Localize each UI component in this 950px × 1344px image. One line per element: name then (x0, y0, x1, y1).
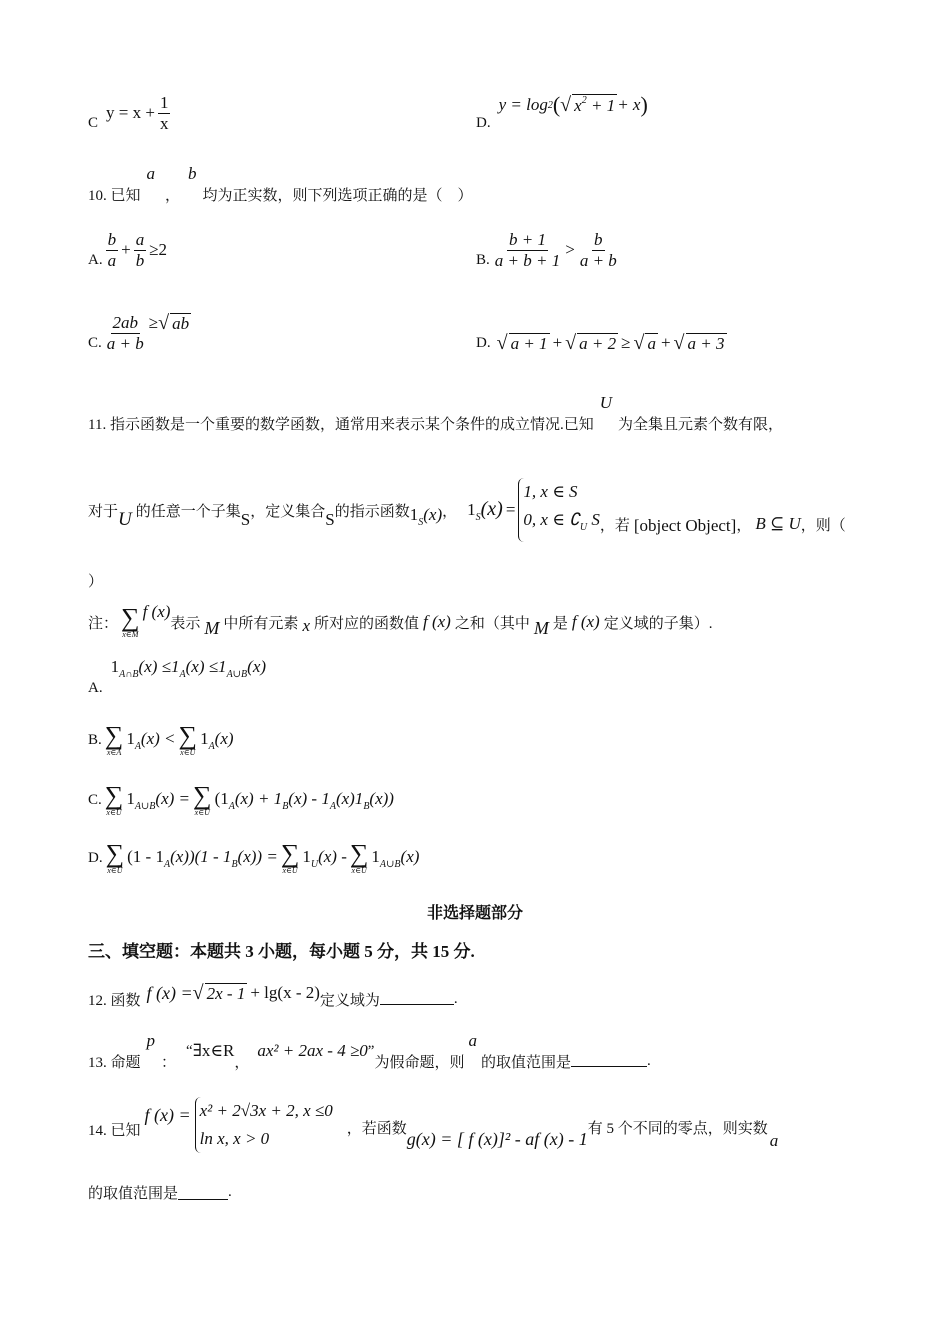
section-title: 非选择题部分 (426, 905, 523, 922)
q12: 12. 函数 f (x) = √ 2x - 1 + lg(x - 2) 定义域为 . (88, 981, 458, 1009)
q11-option-b: B. ∑ x∈A $1_A(x)$ < ∑ x∈U $1_A(x)$ (88, 720, 234, 757)
q10-option-b: B. $\frac{b + 1}{a + b + 1}$ > $\frac{b}{a + b}$ (476, 229, 617, 270)
q14: 14. 已知 f (x) = x² + 2√3x + 2, x ≤0 ln x, x > 0 ，若函数 g(x) = [ f (x)]² - af (x) - 1 有 5 个不同的零点，则实数 a (88, 1095, 778, 1155)
q10-option-a: A. $\frac{b}{a}$ + $\frac{a}{b}$ ≥2 (88, 229, 168, 270)
q11-note: 注： ∑ x∈M f (x) 表示 M 中所有元素 x 所对应的函数值 f (x) 之和（其中 M 是 f (x) 定义域的子集）. (88, 602, 713, 639)
q14-line2: 的取值范围是 . (88, 1184, 232, 1202)
q11-option-a: A. $1_{A\cap B}(x) \le 1_A(x) \le 1_{A\cup B}(x)$ (88, 656, 267, 696)
q10-stem: 10. 已知 a ， b 均为正实数，则下列选项正确的是（ ） (88, 164, 473, 204)
q9-option-c: C y = x + $\frac{1}{x}$ (88, 92, 169, 133)
q10-option-c: C. $\frac{2ab}{a + b}$ ≥ √ ab (88, 311, 190, 353)
section-heading: 三、填空题：本题共 3 小题，每小题 5 分，共 15 分. (88, 942, 475, 961)
q11-stem-line3: ） (88, 574, 104, 590)
q11-option-c: C. ∑ x∈U $1_{A\cup B}(x)$ = ∑ x∈U $(1_A(x) + 1_B(x) - 1_A(x)1_B(x))$ (88, 780, 394, 817)
answer-blank[interactable] (178, 1185, 228, 1200)
piecewise-definition: 1, x ∈ S 0, x ∈ $∁_U$ S (518, 478, 599, 542)
q10-option-d: D. √ a + 1 + √ a + 2 ≥ √ a + √ a + 3 (476, 331, 725, 354)
answer-blank[interactable] (571, 1052, 647, 1067)
piecewise-definition: x² + 2√3x + 2, x ≤0 ln x, x > 0 (195, 1097, 333, 1153)
q9-option-d: D. y = log 2 ( √ $x^2 + 1$ + x ) (476, 92, 648, 131)
q11-stem-line2: 对于 U 的任意一个子集 S ，定义集合 S 的指示函数 $1_S(x)$ ， $1_S(x)$ = 1, x ∈ S 0, x ∈ $∁_U$ S ，若 [object Object] ， B ⊆ U ，则（ (88, 480, 846, 540)
fraction: $\frac{1}{x}$ (159, 92, 169, 133)
q11-stem-line1: 11. 指示函数是一个重要的数学函数，通常用来表示某个条件的成立情况.已知 U 为全集且元素个数有限， (88, 393, 783, 433)
q13: 13. 命题 p ： “ ∃x∈R ， ax² + 2ax - 4 ≥0 ” 为假命题，则 a 的取值范围是 . (88, 1031, 651, 1071)
q11-option-d: D. ∑ x∈U $(1 - 1_A(x))(1 - 1_B(x))$ = ∑ x∈U $1_U(x)$ - ∑ x∈U $1_{A\cup B}(x)$ (88, 838, 420, 875)
answer-blank[interactable] (380, 990, 454, 1005)
